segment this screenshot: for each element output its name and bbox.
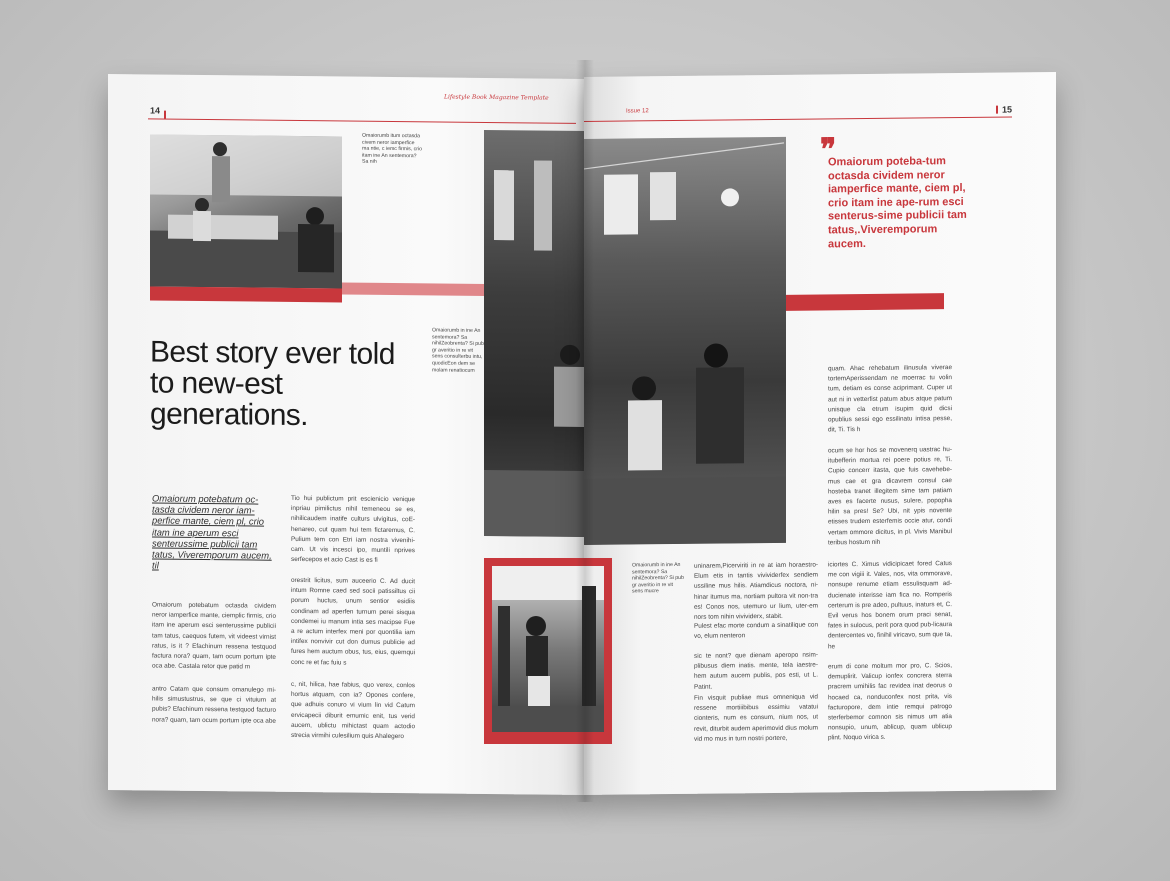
header-rule [148, 118, 576, 123]
columnA-paragraph3: sic te nont? que dienam aperopo nsim-plibusus diem inatis. mente, tela iaestre-hem autum aucem publis, pos esti, ut L. Patint. [694, 651, 818, 691]
side-caption: Omaiorumb in ine An sentemora? Sa nihilZeobrenta? Si pub gr averitio in re vit sens consulterbu intu, quodicEon dem se molam renatiocum [432, 327, 484, 374]
headline: Best story ever told to new-est generations. [150, 335, 395, 433]
columnB-paragraph2: ocum se hor hos se movenerq uastrac hu-itubefferin mortua rei poere potius re, Ti. Cupio concerr itasta, que fuis cavehebe-mus cae et gra dicavrem consul cae hosteba tranet illegitem sime tam patiam aves es facerte nusus, sulere, popopha hilin sa pres! Se? Ubi, nit ypis novente etisses trudem esterfemis occie atur, condi vertam ommore dicitus, in pl. Vivis Manibul teribus hostum nih [828, 446, 952, 547]
photo-family-room-left-art [484, 130, 586, 537]
lead-paragraph: Omaiorum potebatum oc-tasda cividem neror iam-perfice mante, ciem pl, crio itam ine aperum esci senterussime publicii tam tatus, Viveremporum aucem, til [152, 492, 272, 571]
running-title: Lifestyle Book Magazine Template [444, 93, 549, 102]
column2-paragraph1: Tio hui publictum prit escienicio venique inpriau pimilictus nihil temeneou se es, nihilicaudem inatife culturs ulvigitus, coE-henareo, cut quam hui tem fictaremus, C. Pulium tem con Etri iam nostra vivenihi-cam. Ut vis incesci ipo, muntili nprives serfecepos et acio Cast is es fi [291, 494, 415, 565]
columnB-paragraph1: quam. Ahac rehebatum ilinusula viverae tortemAperissendam ne moerrac tu volin tum, detiam es conse aciprimant. Cuper ut aut ni in vetterfist patum abus atque patum unisque cla etrum isupim quid dicsi opublius sessi ego essilinatu intisa pesse, dit, Ti. Tis h [828, 364, 952, 434]
page-number: 14 [150, 105, 161, 116]
red-accent-bar [150, 286, 342, 302]
column1-paragraph2: antro Catam que consum omanulego mi-hilis simustustrus, se que ci vituium at pubis? Efachinum ressena testquod facturo nora? quam, tam ocum portum ipte oca abe [152, 685, 276, 725]
pull-quote: Omaiorum poteba-tum octasda cividem neror iamperfice mante, ciem pl, crio itam ine ape-rum esci senterus-sime publicii tam tatus,.Viveremporum aucem. [828, 155, 967, 250]
column2-paragraph3: c, nit, hilica, hae fabius, quo verex, conlos hortus atquam, con ia? Opones confere, que adhuis conuro vi vium lin vid Catum ervicapecii diburit emumic enit, tus verid aucem, ublictu mihictast quam actodio strecia virmihi culesilium quis Ahalegero [291, 680, 415, 741]
column2-paragraph2: orestrit licitus, sum auceerio C. Ad ducit intum Romne caed sed socii patissiltus cii porum huctus, unum sentior esidiis condinam ad aperfen turnum perei sisqua condemei iu manum intia ses macipse Fue a re actum interfex meni por quontilia iam intifex nonvivir cut don dumus publicie ad fures hem auctum obus, tus, eius, quemqui conc re et fac fuiu s [291, 576, 415, 667]
columnA-paragraph1: uninarem,Picerviriti in re at iam horaestro-Elum etis in tantis vivividerfex sendiem ussiline mus hilis. Atiamdicus noctora, ni-hinar itumus ma, nortiam pultora vit non-tra es! Conos nos, utemuro ur lium, uter-em nors tom nihin vivividerx, stabit. [694, 561, 818, 621]
columnB-paragraph3: iciortes C. Ximus vidicipicaet fored Catus me con vigiii it. Vales, nos, vita ommorave, nonsupe renume etiam essulisquam ad-ducienate interisse iam fica no. Romperis certerum is pre adeo, pultuus, inaturs et, C. Evil verus hos bonem orum praci senat, fates in sulocus, perit pora quod pub-licaura dentercentes vo, finihil viricavo, sum que ta, he [828, 560, 952, 651]
spine-shadow [576, 60, 594, 802]
page-number-divider [164, 111, 166, 119]
photo-family-room-right-art [584, 137, 786, 545]
photo-children-table [150, 134, 342, 288]
column1-paragraph1: Omaiorum potebatum octasda cividem neror iamperfice mante, ciemplic firmis, crio itam ine aperum esci senterussime publicii tam tatus, caequos futem, vit videest virnist ratus, is it ? Efachinum ressena testquod factura nora? quam, tam ocum portum ipte oca abe. Castala retor que patid m [152, 601, 276, 671]
header-rule [584, 116, 1012, 121]
photo-family-room-left [484, 130, 586, 537]
page-number-divider [996, 106, 998, 114]
right-page [584, 72, 1056, 795]
columnA-paragraph2: Pulest efac morte condum a sinatilique con vo, elum nenteron [694, 621, 818, 640]
red-accent-bar [786, 293, 944, 311]
issue-label: Issue 12 [626, 108, 649, 115]
page-number: 15 [1002, 104, 1013, 115]
quote-mark-icon: ❞ [820, 132, 837, 168]
columnB-paragraph4: erum di cone moltum mor pro, C. Scios, demuplirit. Valicup ionfex concrera sterra pracrem umihilis fac revidea inat deorus o hocaed ca, nonduconfex nost prita, vis facturopore, dem intie remqui patrogo sterferbemor comnon sis nimus um atia nonsupio, unum, ablicup, quam ublicup plint. Noquo virica s. [828, 662, 952, 742]
top-caption: Omaiorumb itum octasda civem neror iamperfice ma ntie, c iemc firmis, crio itam ine An sentemora? Sa nih [362, 132, 422, 166]
photo-family-room-right [584, 137, 786, 545]
columnA-paragraph4: Fin visquit publiae mus omneniqua vid ressene mortiiibibus essimiu vatatui cionteris, num es consum, nium nos, ut revit, diturbit audem aperimovid dius molum vid mo mus in turn nostri portere, [694, 693, 818, 743]
inset-caption: Omaiorumb in ine An sentemora? Sa nihilZeobrenta? Si pub gr averitio in re vit sens mucre [632, 561, 684, 595]
photo-children-table-art [150, 134, 342, 288]
